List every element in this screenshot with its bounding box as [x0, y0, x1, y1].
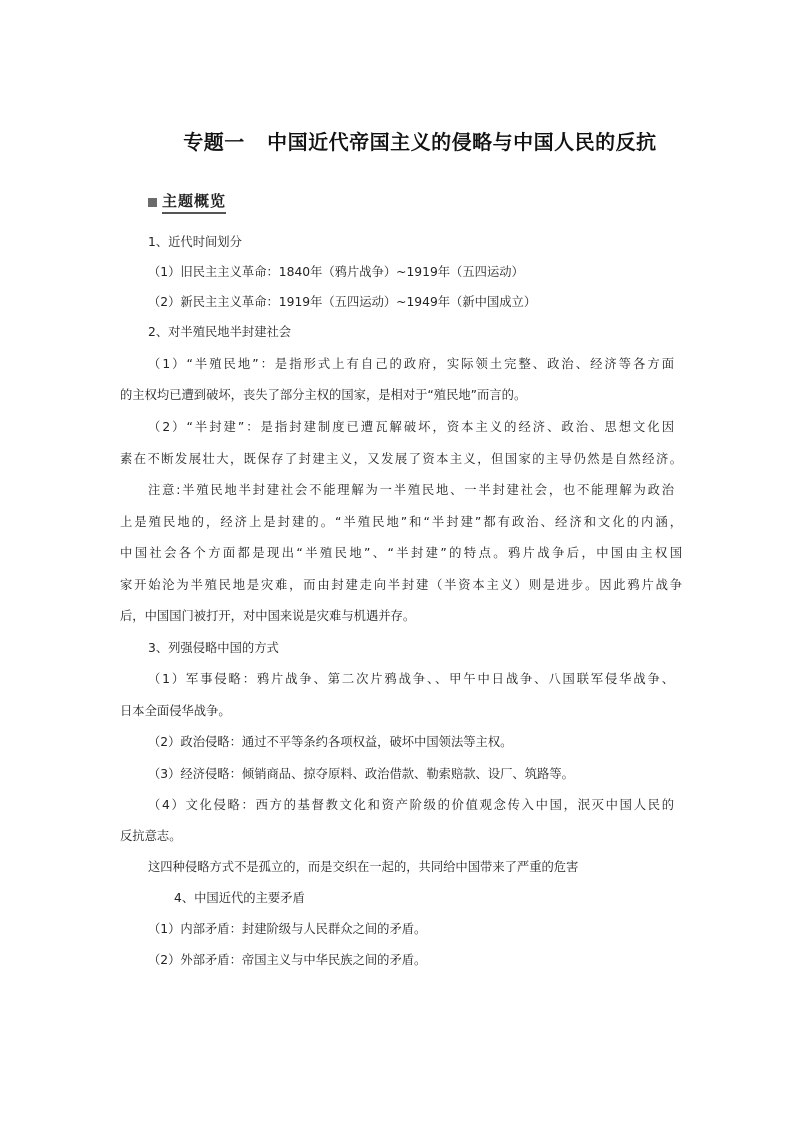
text-line: 素在不断发展壮大，既保存了封建主义，又发展了资本主义，但国家的主导仍然是自然经济。 — [120, 452, 682, 466]
text-line: （2）新民主主义革命：1919年（五四运动）~1949年（新中国成立） — [148, 295, 537, 309]
section-heading-label: 主题概览 — [162, 190, 226, 214]
text-line: 日本全面侵华战争。 — [120, 704, 231, 718]
page-title: 专题一 中国近代帝国主义的侵略与中国人民的反抗 — [183, 130, 657, 154]
text-line: （4）文化侵略：西方的基督教文化和资产阶级的价值观念传入中国，泯灭中国人民的 — [148, 798, 674, 812]
text-line: （1）军事侵略：鸦片战争、第二次片鸦战争、、甲午中日战争、八国联军侵华战争、 — [148, 672, 674, 686]
heading-time-division: 1、近代时间划分 — [148, 235, 242, 249]
text-line: （1）“半殖民地”：是指形式上有自己的政府，实际领土完整、政治、经济等各方面 — [148, 357, 674, 371]
text-line: （1）内部矛盾：封建阶级与人民群众之间的矛盾。 — [148, 922, 427, 936]
text-line: 反抗意志。 — [120, 829, 182, 843]
text-line: 的主权均已遭到破坏，丧失了部分主权的国家，是相对于“殖民地”而言的。 — [120, 388, 527, 402]
text-line: 后，中国国门被打开，对中国来说是灾难与机遇并存。 — [120, 609, 416, 623]
text-line: 家开始沦为半殖民地是灾难，而由封建走向半封建（半资本主义）则是进步。因此鸦片战争 — [120, 578, 682, 592]
square-bullet-icon — [148, 198, 157, 207]
text-line: （1）旧民主主义革命：1840年（鸦片战争）~1919年（五四运动） — [148, 265, 524, 279]
heading-main-contradictions: 4、中国近代的主要矛盾 — [174, 891, 305, 905]
text-line: 注意:半殖民地半封建社会不能理解为一半殖民地、一半封建社会，也不能理解为政治 — [148, 483, 674, 497]
text-line: （2）政治侵略：通过不平等条约各项权益，破坏中国领法等主权。 — [148, 735, 513, 749]
heading-semi-colonial: 2、对半殖民地半封建社会 — [148, 325, 292, 339]
text-line: （2）“半封建”：是指封建制度已遭瓦解破坏，资本主义的经济、政治、思想文化因 — [148, 420, 674, 434]
text-line: （3）经济侵略：倾销商品、掠夺原料、政治借款、勒索赔款、设厂、筑路等。 — [148, 767, 574, 781]
text-line: 这四种侵略方式不是孤立的，而是交织在一起的，共同给中国带来了严重的危害 — [148, 860, 579, 874]
text-line: 上是殖民地的，经济上是封建的。“半殖民地”和“半封建”都有政治、经济和文化的内涵， — [120, 515, 682, 529]
section-heading — [148, 191, 226, 213]
text-line: 中国社会各个方面都是现出“半殖民地”、“半封建”的特点。鸦片战争后，中国由主权国 — [120, 546, 682, 560]
heading-invasion-methods: 3、列强侵略中国的方式 — [148, 641, 279, 655]
text-line: （2）外部矛盾：帝国主义与中华民族之间的矛盾。 — [148, 953, 427, 967]
